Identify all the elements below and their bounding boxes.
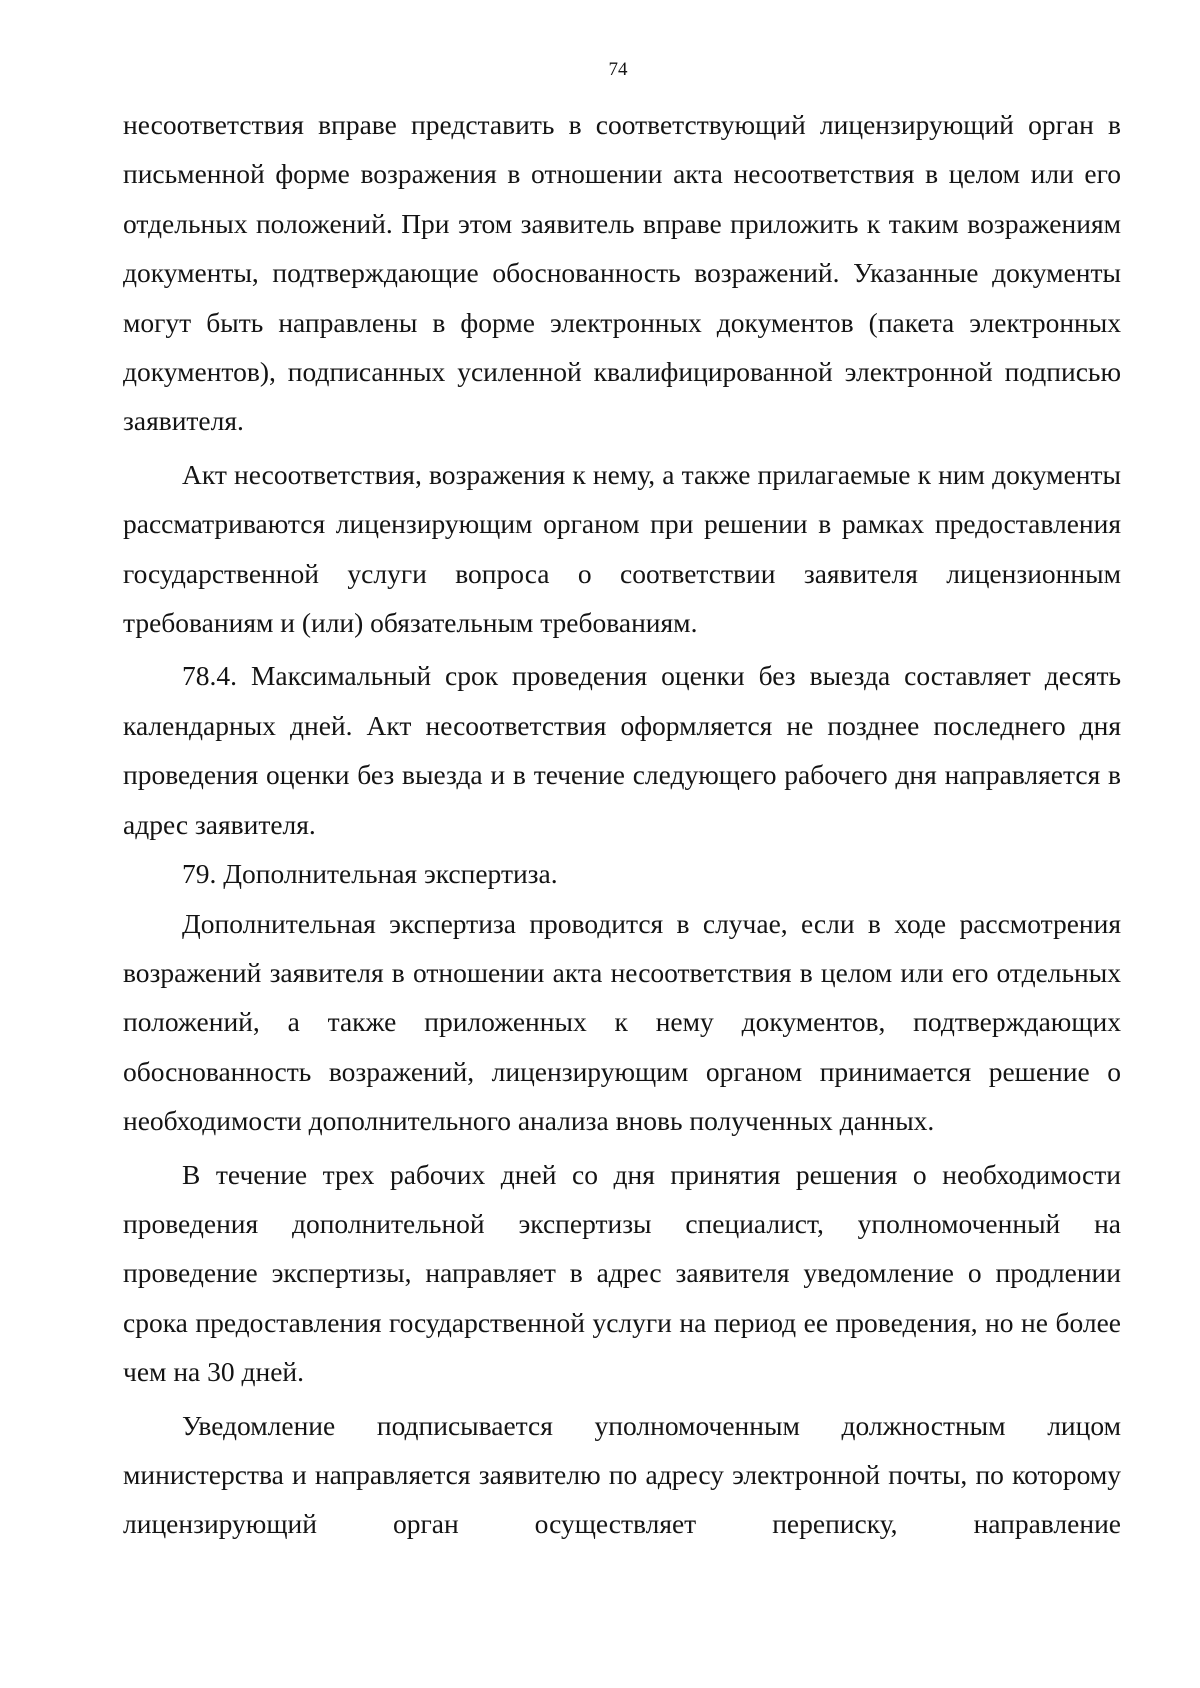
paragraph-act-review: Акт несоответствия, возражения к нему, а также прилагаемые к ним документы рассматриваются лицензирующим органом при решении в рамках предоставления государственной услуги вопроса о соответствии заявителя лицензионным требованиям и (или) обязательным требованиям. bbox=[123, 458, 1121, 639]
paragraph-extension-notice: В течение трех рабочих дней со дня принятия решения о необходимости проведения дополнительной экспертизы специалист, уполномоченный на проведение экспертизы, направляет в адрес заявителя уведомление о продлении срока предоставления государственной услуги на период ее проведения, но не более чем на 30 дней. bbox=[123, 1158, 1121, 1388]
heading-79: 79. Дополнительная экспертиза. bbox=[182, 858, 558, 890]
document-body bbox=[123, 100, 1121, 1549]
paragraph-78-4: 78.4. Максимальный срок проведения оценки без выезда составляет десять календарных дней. Акт несоответствия оформляется не позднее последнего дня проведения оценки без выезда и в течение следующего рабочего дня направляется в адрес заявителя. bbox=[123, 660, 1121, 840]
page-number: 74 bbox=[608, 59, 628, 80]
paragraph-continuation: несоответствия вправе представить в соответствующий лицензирующий орган в письменной форме возражения в отношении акта несоответствия в целом или его отдельных положений. При этом заявитель вправе приложить к таким возражениям документы, подтверждающие обоснованность возражений. Указанные документы могут быть направлены в форме электронных документов (пакета электронных документов), подписанных усиленной квалифицированной электронной подписью заявителя. bbox=[123, 109, 1121, 437]
paragraph-additional-expertise: Дополнительная экспертиза проводится в случае, если в ходе рассмотрения возражений заявителя в отношении акта несоответствия в целом или его отдельных положений, а также приложенных к нему документов, подтверждающих обоснованность возражений, лицензирующим органом принимается решение о необходимости дополнительного анализа вновь полученных данных. bbox=[123, 907, 1121, 1137]
paragraph-notice-signing: Уведомление подписывается уполномоченным должностным лицом министерства и направляется заявителю по адресу электронной почты, по которому лицензирующий орган осуществляет переписку, направление bbox=[123, 1409, 1121, 1540]
